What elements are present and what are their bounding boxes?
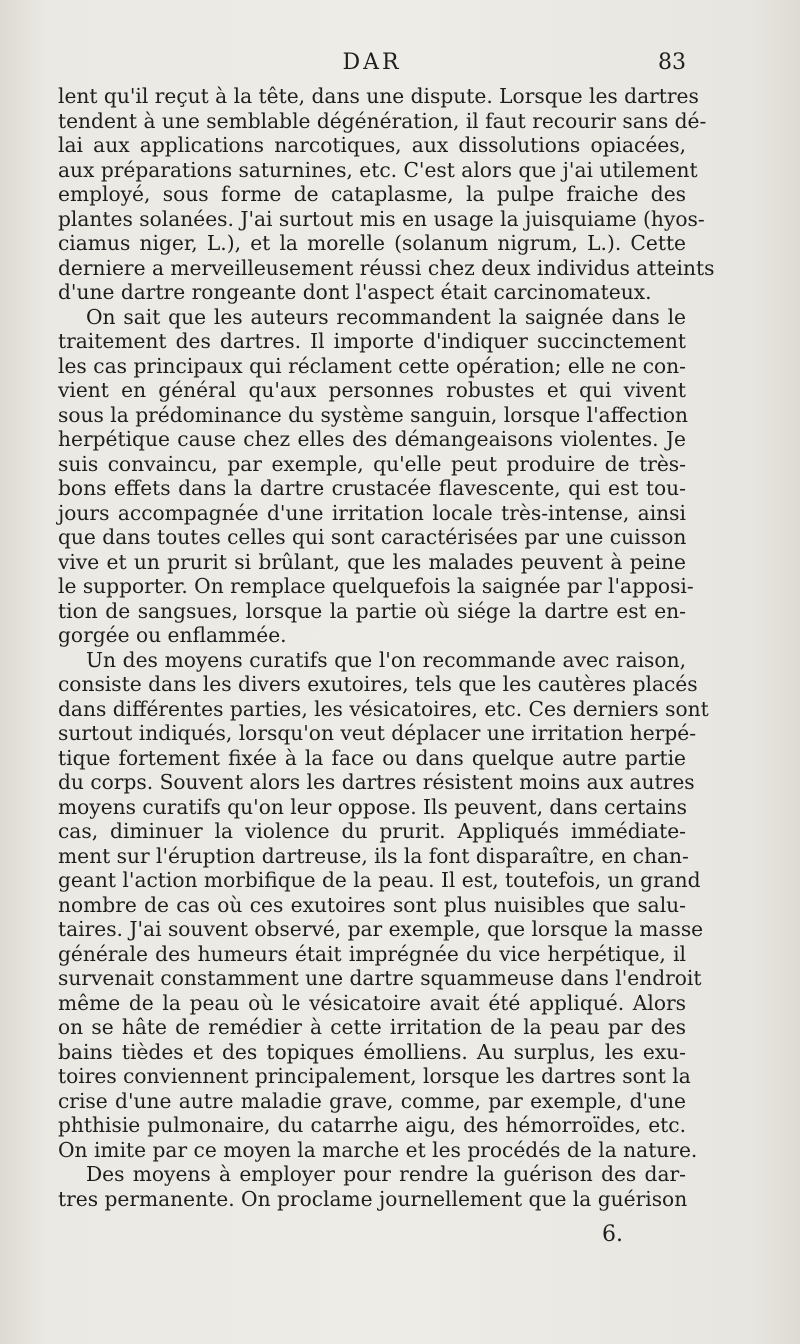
text-line: tendent à une semblable dégénération, il faut recourir sans dé- — [58, 108, 707, 133]
text-line: gorgée ou enflammée. — [58, 623, 287, 647]
text-line: moyens curatifs qu'on leur oppose. Ils peuvent, dans certains — [58, 794, 688, 819]
text-line: employé, sous forme de cataplasme, la pulpe fraiche des — [58, 182, 686, 206]
text-line: traitement des dartres. Il importe d'indiquer succinctement — [58, 329, 686, 353]
text-line: on se hâte de remédier à cette irritation de la peau par des — [58, 1015, 686, 1039]
text-line: même de la peau où le vésicatoire avait été appliqué. Alors — [58, 990, 686, 1015]
text-line: Un des moyens curatifs que l'on recommande avec raison, — [86, 647, 686, 672]
text-line: le supporter. On remplace quelquefois la saignée par l'apposi- — [58, 574, 694, 598]
text-line: lent qu'il reçut à la tête, dans une dispute. Lorsque les dartres — [58, 84, 699, 108]
text-line: sous la prédominance du système sanguin, lorsque l'affection — [58, 402, 689, 427]
text-line: vient en général qu'aux personnes robustes et qui vivent — [58, 378, 686, 402]
text-line: nombre de cas où ces exutoires sont plus nuisibles que salu- — [58, 892, 686, 917]
text-line: surtout indiqués, lorsqu'on veut déplacer une irritation herpé- — [58, 721, 697, 745]
running-header — [58, 50, 686, 82]
text-line: derniere a merveilleusement réussi chez deux individus atteints — [58, 255, 715, 280]
text-line: crise d'une autre maladie grave, comme, par exemple, d'une — [58, 1088, 686, 1113]
text-line: On sait que les auteurs recommandent la saignée dans le — [86, 304, 686, 329]
text-line: dans différentes parties, les vésicatoires, etc. Ces derniers sont — [58, 696, 709, 721]
text-line: plantes solanées. J'ai surtout mis en usage la juisquiame (hyos- — [58, 206, 705, 231]
text-line: que dans toutes celles qui sont caractérisées par une cuisson — [58, 525, 687, 549]
text-line: lai aux applications narcotiques, aux dissolutions opiacées, — [58, 133, 686, 157]
text-line: tique fortement fixée à la face ou dans quelque autre partie — [58, 745, 686, 770]
text-line: geant l'action morbifique de la peau. Il est, toutefois, un grand — [58, 868, 701, 892]
text-line: générale des humeurs était imprégnée du vice herpétique, il — [58, 941, 686, 966]
text-line: aux préparations saturnines, etc. C'est alors que j'ai utilement — [58, 157, 698, 182]
text-line: suis convaincu, par exemple, qu'elle peut produire de très- — [58, 451, 686, 476]
text-line: On imite par ce moyen la marche et les procédés de la nature. — [58, 1137, 698, 1162]
text-line: ment sur l'éruption dartreuse, ils la font disparaître, en chan- — [58, 843, 689, 868]
signature-mark: 6. — [602, 1222, 623, 1247]
text-line: d'une dartre rongeante dont l'aspect était carcinomateux. — [58, 280, 652, 304]
text-line: bains tièdes et des topiques émolliens. Au surplus, les exu- — [58, 1039, 686, 1064]
text-line: cas, diminuer la violence du prurit. Appliqués immédiate- — [58, 819, 686, 843]
text-line: toires conviennent principalement, lorsque les dartres sont la — [58, 1064, 691, 1088]
text-line: taires. J'ai souvent observé, par exemple, que lorsque la masse — [58, 917, 704, 941]
text-line: Des moyens à employer pour rendre la guérison des dar- — [86, 1162, 686, 1186]
text-line: jours accompagnée d'une irritation locale très-intense, ainsi — [58, 500, 686, 525]
text-line: ciamus niger, L.), et la morelle (solanum nigrum, L.). Cette — [58, 231, 686, 255]
text-line: herpétique cause chez elles des démangeaisons violentes. Je — [58, 427, 686, 451]
text-line: tres permanente. On proclame journellement que la guérison — [58, 1186, 688, 1211]
text-line: les cas principaux qui réclament cette opération; elle ne con- — [58, 353, 686, 378]
body-text — [58, 84, 715, 1211]
text-line: vive et un prurit si brûlant, que les malades peuvent à peine — [58, 549, 686, 574]
text-line: bons effets dans la dartre crustacée flavescente, qui est tou- — [58, 476, 686, 500]
text-line: du corps. Souvent alors les dartres résistent moins aux autres — [58, 770, 695, 794]
text-line: survenait constamment une dartre squammeuse dans l'endroit — [58, 966, 702, 990]
text-line: consiste dans les divers exutoires, tels que les cautères placés — [58, 672, 698, 696]
text-line: tion de sangsues, lorsque la partie où siége la dartre est en- — [58, 598, 686, 623]
text-line: phthisie pulmonaire, du catarrhe aigu, des hémorroïdes, etc. — [58, 1113, 686, 1137]
page-number: 83 — [658, 50, 686, 75]
running-title: DAR — [342, 50, 402, 75]
